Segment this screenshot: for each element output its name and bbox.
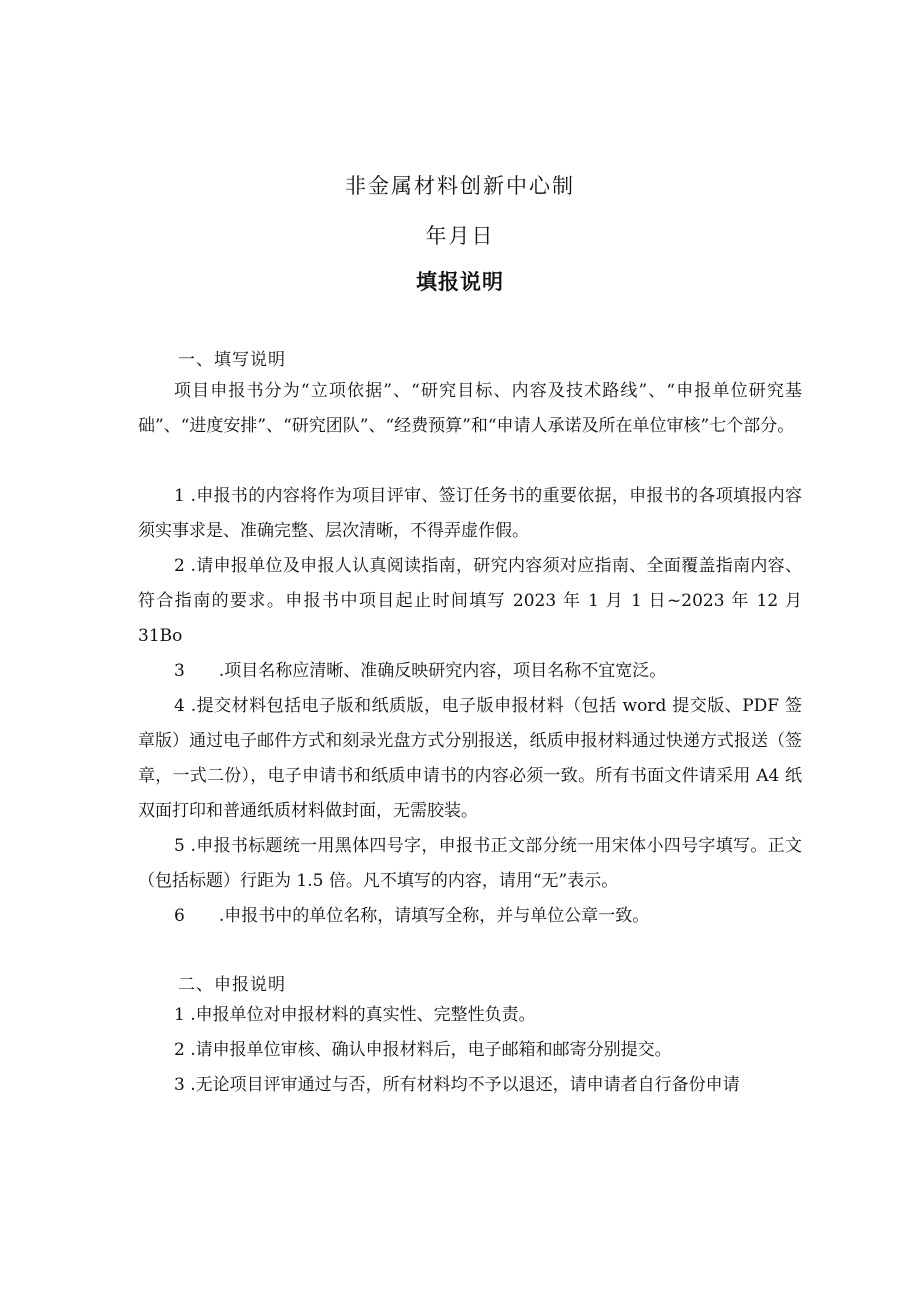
date-line: 年月日	[425, 224, 495, 248]
intro-paragraph: 项目申报书分为“立项依据”、“研究目标、内容及技术路线”、“申报单位研究基础”、“进度安排”、“研究团队”、“经费预算”和“申请人承诺及所在单位审核”七个部分。	[138, 381, 802, 436]
page-heading: 填报说明	[416, 270, 504, 294]
instruction-item-2: 2 .请申报单位及申报人认真阅读指南，研究内容须对应指南、全面覆盖指南内容、符合指南的要求。申报书中项目起止时间填写 2023 年 1 月 1 日~2023 年 12 月 31Bo	[138, 556, 802, 646]
section-title-fill-instructions: 一、填写说明	[178, 350, 286, 370]
instruction-item-4: 4 .提交材料包括电子版和纸质版，电子版申报材料（包括 word 提交版、PDF 签章版）通过电子邮件方式和刻录光盘方式分别报送，纸质申报材料通过快递方式报送（签章，一式二份），电子申请书和纸质申请书的内容必须一致。所有书面文件请采用 A4 纸双面打印和普通纸质材料做封面，无需胶装。	[138, 696, 802, 821]
submission-item-1: 1 .申报单位对申报材料的真实性、完整性负责。	[174, 1005, 536, 1025]
submission-item-3: 3 .无论项目评审通过与否，所有材料均不予以退还，请申请者自行备份申请	[174, 1075, 740, 1095]
instruction-item-5: 5 .申报书标题统一用黑体四号字，申报书正文部分统一用宋体小四号字填写。正文（包括标题）行距为 1.5 倍。凡不填写的内容，请用“无”表示。	[138, 836, 802, 891]
submission-item-2: 2 .请申报单位审核、确认申报材料后，电子邮箱和邮寄分别提交。	[174, 1040, 672, 1060]
instruction-item-3: 3 .项目名称应清晰、准确反映研究内容，项目名称不宜宽泛。	[174, 661, 667, 681]
instruction-item-6: 6 .申报书中的单位名称，请填写全称，并与单位公章一致。	[174, 906, 650, 926]
section-title-submission-notes: 二、申报说明	[178, 975, 286, 995]
instruction-item-1: 1 .申报书的内容将作为项目评审、签订任务书的重要依据，申报书的各项填报内容须实事求是、准确完整、层次清晰，不得弄虚作假。	[138, 486, 802, 541]
organization-line: 非金属材料创新中心制	[345, 174, 575, 198]
